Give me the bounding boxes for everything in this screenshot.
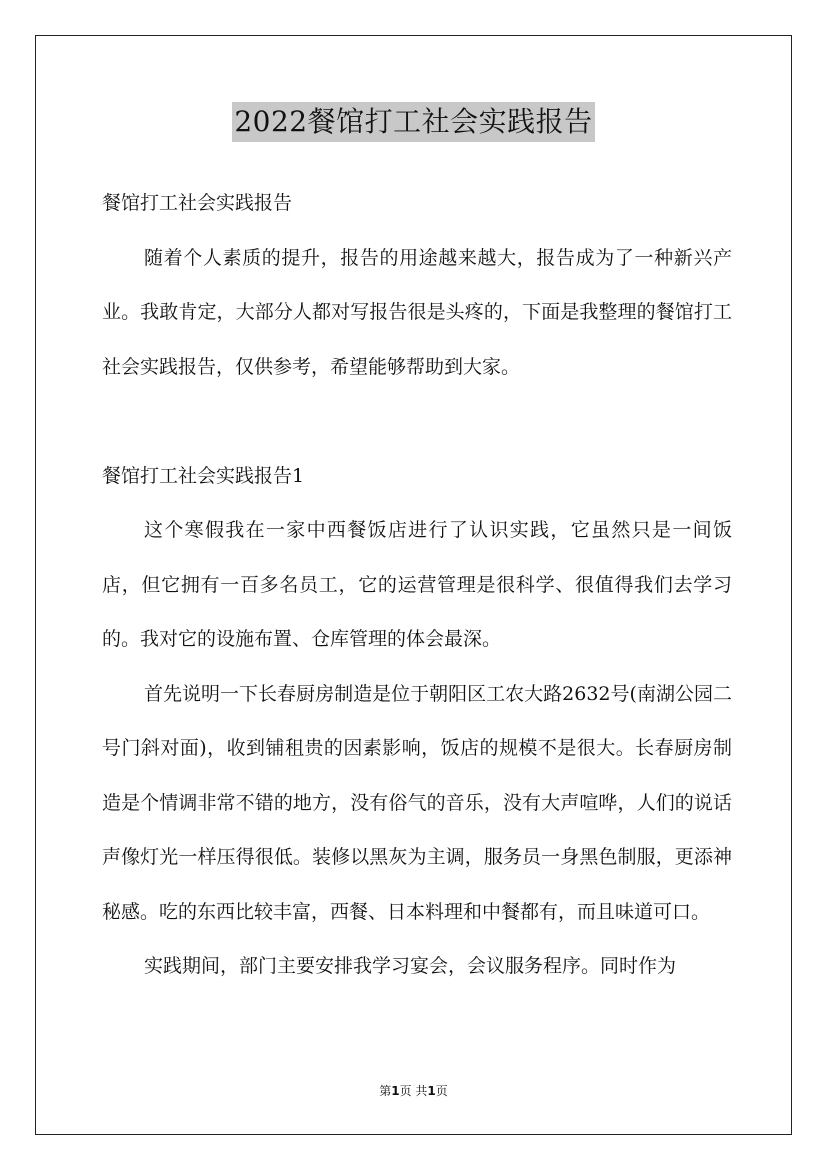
title-container [0, 102, 827, 142]
footer-page-suffix: 页 [435, 1084, 448, 1098]
footer-page-total: 1 [427, 1084, 436, 1098]
body-paragraph: 首先说明一下长春厨房制造是位于朝阳区工农大路2632号(南湖公园二号门斜对面)，收到铺租贵的因素影响，饭店的规模不是很大。长春厨房制造是个情调非常不错的地方，没有俗气的音乐，没有大声喧哗，人们的说话声像灯光一样压得很低。装修以黑灰为主调，服务员一身黑色制服，更添神秘感。吃的东西比较丰富，西餐、日本料理和中餐都有，而且味道可口。 [102, 682, 732, 923]
document-body [102, 176, 732, 994]
intro-paragraph: 随着个人素质的提升，报告的用途越来越大，报告成为了一种新兴产业。我敢肯定，大部分人都对写报告很是头疼的，下面是我整理的餐馆打工社会实践报告，仅供参考，希望能够帮助到大家。 [102, 246, 732, 378]
body-paragraph: 这个寒假我在一家中西餐饭店进行了认识实践，它虽然只是一间饭店，但它拥有一百多名员工，它的运营管理是很科学、很值得我们去学习的。我对它的设施布置、仓库管理的体会最深。 [102, 519, 732, 650]
page-footer [0, 1082, 827, 1099]
document-subtitle: 餐馆打工社会实践报告 [102, 192, 293, 214]
footer-page-prefix: 第 [379, 1084, 392, 1098]
document-title: 2022餐馆打工社会实践报告 [232, 102, 594, 142]
section-heading: 餐馆打工社会实践报告1 [102, 464, 305, 487]
body-paragraph: 实践期间，部门主要安排我学习宴会，会议服务程序。同时作为 [144, 955, 677, 977]
section-spacer [102, 394, 732, 449]
footer-page-mid: 页 共 [399, 1084, 428, 1098]
footer-page-number: 1 [391, 1084, 400, 1098]
